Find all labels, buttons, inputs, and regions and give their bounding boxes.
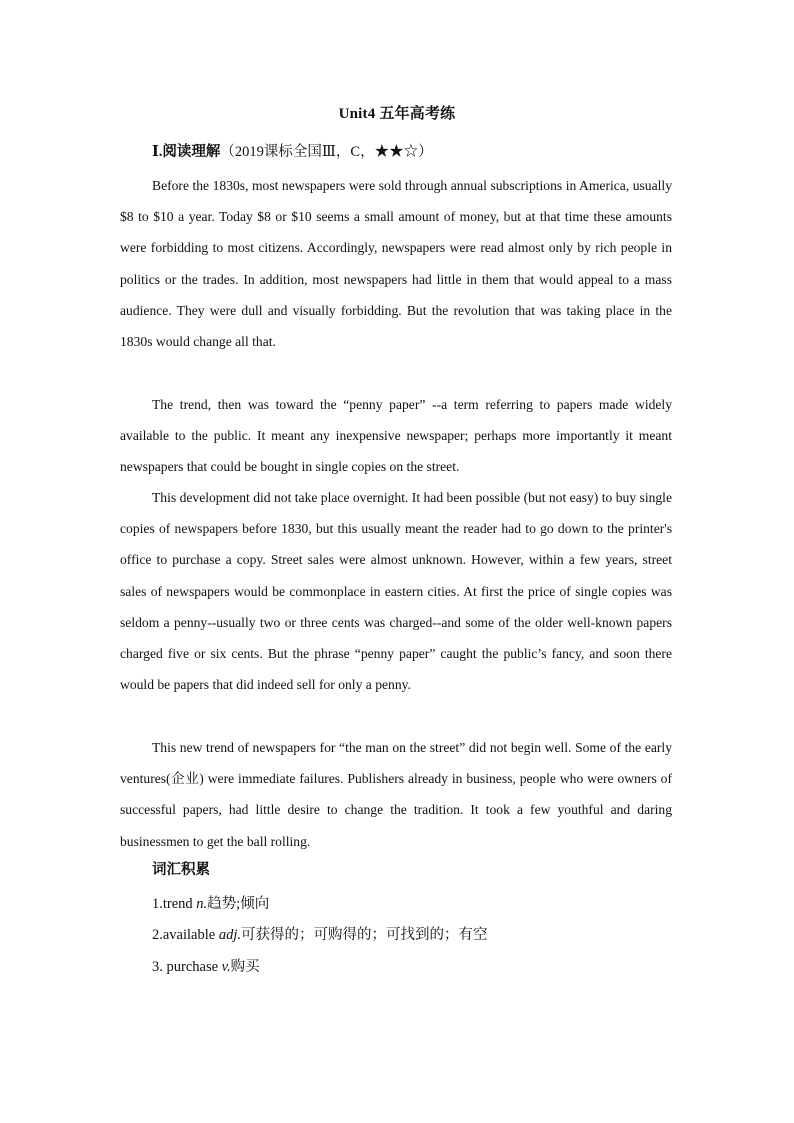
vocab-term: 1.trend bbox=[152, 896, 197, 912]
vocab-term: 3. purchase bbox=[152, 959, 222, 975]
reading-paragraph-1: Before the 1830s, most newspapers were sold through annual subscriptions in America, usually $8 to $10 a year. Today $8 or $10 seems a small amount of money, but at that time these amounts were forbidding to most citizens. Accordingly, newspapers were read almost only by rich people in politics or the trades. In addition, most newspapers had little in them that would appeal to a mass audience. They were dull and visually forbidding. But the revolution that was taking place in the 1830s would change all that. bbox=[120, 178, 672, 350]
reading-paragraph-3: This development did not take place overnight. It had been possible (but not easy) to buy single copies of newspapers before 1830, but this usually meant the reader had to go down to the printer's office to purchase a copy. Street sales were almost unknown. However, within a few years, street sales of newspapers would be commonplace in eastern cities. At first the price of single copies was seldom a penny--usually two or three cents was charged--and some of the older well-known papers charged five or six cents. But the phrase “penny paper” caught the public’s fancy, and soon there would be papers that did indeed sell for only a penny. bbox=[120, 490, 672, 693]
vocab-item-purchase bbox=[152, 955, 260, 976]
section-heading bbox=[152, 140, 712, 161]
page-title: Unit4 五年高考练 bbox=[338, 106, 456, 122]
vocab-meaning: 可获得的；可购得的；可找到的；有空 bbox=[241, 927, 488, 943]
vocab-meaning: 购买 bbox=[230, 959, 260, 975]
vocab-term: 2.available bbox=[152, 927, 219, 943]
reading-paragraph-2: The trend, then was toward the “penny paper” --a term referring to papers made widely available to the public. It meant any inexpensive newspaper; perhaps more importantly it meant newspapers that could be bought in single copies on the street. bbox=[120, 397, 672, 475]
vocab-heading: 词汇积累 bbox=[152, 862, 210, 878]
section-label: Ⅰ.阅读理解 bbox=[152, 144, 221, 160]
vocab-pos: v. bbox=[221, 959, 231, 975]
vocab-item-available bbox=[152, 923, 488, 944]
vocab-item-trend bbox=[152, 892, 269, 913]
vocab-pos: adj. bbox=[218, 927, 241, 943]
section-source: （2019课标全国Ⅲ，C，★★☆） bbox=[220, 144, 433, 160]
vocab-meaning: 趋势;倾向 bbox=[207, 896, 270, 912]
vocab-pos: n. bbox=[196, 896, 208, 912]
reading-paragraph-4: This new trend of newspapers for “the man on the street” did not begin well. Some of the early ventures(企业) were immediate failures. Publishers already in business, people who were owners of successful papers, had little desire to change the tradition. It took a few youthful and daring businessmen to get the ball rolling. bbox=[120, 740, 672, 849]
